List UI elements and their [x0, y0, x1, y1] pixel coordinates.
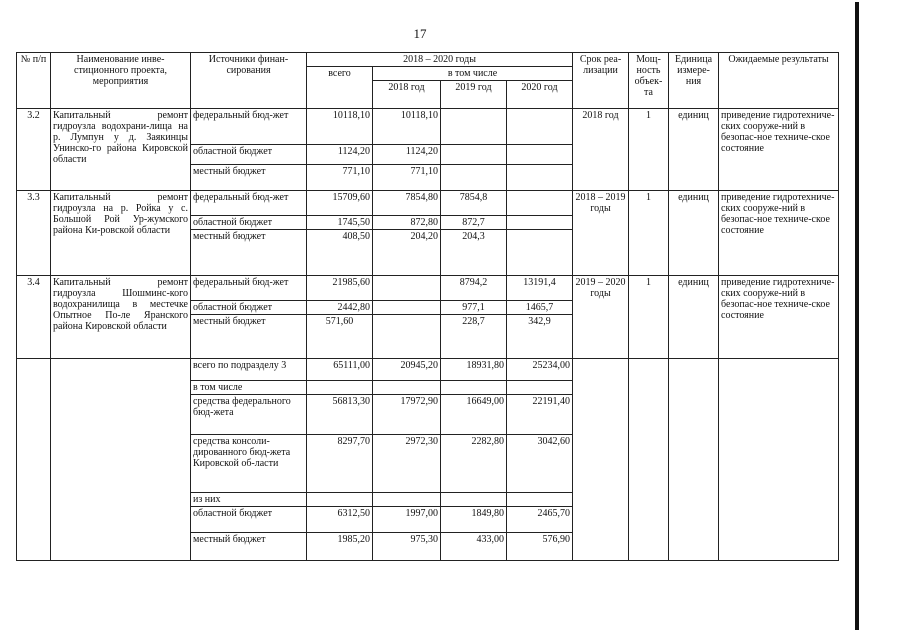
summary-no-cell	[17, 359, 51, 561]
header-source: Источники финан-сирования	[191, 53, 307, 109]
summary-power-cell	[629, 359, 669, 561]
table-row	[17, 109, 839, 145]
y2018: 10118,10	[373, 109, 441, 145]
power: 1	[629, 109, 669, 191]
total	[307, 381, 373, 395]
header-result: Ожидаемые результаты	[719, 53, 839, 109]
total: 571,60	[307, 315, 373, 359]
project-name: Капитальный ремонт гидроузла водохрани-лища на р. Лумпун у д. Заякинцы Унинско-го района Кировской области	[51, 109, 191, 191]
y2020	[507, 216, 573, 230]
y2020: 1465,7	[507, 301, 573, 315]
y2018	[373, 315, 441, 359]
y2018	[373, 276, 441, 301]
total: 6312,50	[307, 507, 373, 533]
y2018	[373, 381, 441, 395]
y2018: 7854,80	[373, 191, 441, 216]
header-total: всего	[307, 67, 373, 109]
y2018: 872,80	[373, 216, 441, 230]
y2020	[507, 191, 573, 216]
source: федеральный бюд-жет	[191, 109, 307, 145]
y2018	[373, 493, 441, 507]
y2020	[507, 493, 573, 507]
y2019: 433,00	[441, 533, 507, 561]
total: 10118,10	[307, 109, 373, 145]
y2020: 342,9	[507, 315, 573, 359]
y2020	[507, 109, 573, 145]
table-header	[17, 53, 839, 109]
source: федеральный бюд-жет	[191, 276, 307, 301]
summary-unit-cell	[669, 359, 719, 561]
total: 1985,20	[307, 533, 373, 561]
total: 65111,00	[307, 359, 373, 381]
y2020: 576,90	[507, 533, 573, 561]
unit: единиц	[669, 191, 719, 276]
y2020: 25234,00	[507, 359, 573, 381]
y2018: 1997,00	[373, 507, 441, 533]
y2018: 771,10	[373, 165, 441, 191]
row-no: 3.4	[17, 276, 51, 359]
source: в том числе	[191, 381, 307, 395]
summary-name-cell	[51, 359, 191, 561]
header-2018: 2018 год	[373, 81, 441, 109]
total: 8297,70	[307, 435, 373, 493]
y2018: 2972,30	[373, 435, 441, 493]
unit: единиц	[669, 109, 719, 191]
header-period: 2018 – 2020 годы	[307, 53, 573, 67]
summary-row	[17, 359, 839, 381]
y2019	[441, 381, 507, 395]
y2019	[441, 145, 507, 165]
term: 2018 – 2019 годы	[573, 191, 629, 276]
summary-result-cell	[719, 359, 839, 561]
header-term: Срок реа-лизации	[573, 53, 629, 109]
total: 1124,20	[307, 145, 373, 165]
page-number: 17	[413, 26, 427, 41]
y2019: 7854,8	[441, 191, 507, 216]
y2020: 13191,4	[507, 276, 573, 301]
result: приведение гидротехниче-ских сооруже-ний в безопас-ное техниче-ское состояние	[719, 109, 839, 191]
header-2019: 2019 год	[441, 81, 507, 109]
y2019: 8794,2	[441, 276, 507, 301]
y2019	[441, 165, 507, 191]
header-2020: 2020 год	[507, 81, 573, 109]
y2019: 228,7	[441, 315, 507, 359]
y2020	[507, 145, 573, 165]
source: местный бюджет	[191, 315, 307, 359]
source: местный бюджет	[191, 165, 307, 191]
total: 56813,30	[307, 395, 373, 435]
y2019: 2282,80	[441, 435, 507, 493]
row-no: 3.2	[17, 109, 51, 191]
total	[307, 493, 373, 507]
source: федеральный бюд-жет	[191, 191, 307, 216]
table-row	[17, 276, 839, 301]
total: 771,10	[307, 165, 373, 191]
term: 2018 год	[573, 109, 629, 191]
y2019: 16649,00	[441, 395, 507, 435]
y2020	[507, 165, 573, 191]
y2019	[441, 493, 507, 507]
power: 1	[629, 191, 669, 276]
result: приведение гидротехниче-ских сооруже-ний в безопас-ное техниче-ское состояние	[719, 191, 839, 276]
source: областной бюджет	[191, 216, 307, 230]
total: 21985,60	[307, 276, 373, 301]
budget-table	[16, 52, 839, 561]
row-no: 3.3	[17, 191, 51, 276]
project-name: Капитальный ремонт гидроузла Шошминс-кого водохранилища в местечке Опытное По-ле Яранского района Кировской области	[51, 276, 191, 359]
header-power: Мощ-ность объек-та	[629, 53, 669, 109]
result: приведение гидротехниче-ских сооруже-ний в безопас-ное техниче-ское состояние	[719, 276, 839, 359]
scan-edge-bar	[855, 2, 859, 630]
header-unit: Единица измере-ния	[669, 53, 719, 109]
y2019: 1849,80	[441, 507, 507, 533]
unit: единиц	[669, 276, 719, 359]
y2020: 22191,40	[507, 395, 573, 435]
y2020: 2465,70	[507, 507, 573, 533]
total: 15709,60	[307, 191, 373, 216]
source: из них	[191, 493, 307, 507]
y2019: 204,3	[441, 230, 507, 276]
header-name: Наименование инве-стиционного проекта, мероприятия	[51, 53, 191, 109]
total: 2442,80	[307, 301, 373, 315]
y2018: 20945,20	[373, 359, 441, 381]
source: средства консоли-дированного бюд-жета Кировской об-ласти	[191, 435, 307, 493]
y2018: 204,20	[373, 230, 441, 276]
y2019	[441, 109, 507, 145]
y2018: 1124,20	[373, 145, 441, 165]
summary-term-cell	[573, 359, 629, 561]
table-row	[17, 191, 839, 216]
power: 1	[629, 276, 669, 359]
source: всего по подразделу 3	[191, 359, 307, 381]
y2019: 977,1	[441, 301, 507, 315]
source: местный бюджет	[191, 230, 307, 276]
source: областной бюджет	[191, 507, 307, 533]
y2020	[507, 230, 573, 276]
source: областной бюджет	[191, 145, 307, 165]
total: 408,50	[307, 230, 373, 276]
total: 1745,50	[307, 216, 373, 230]
y2020: 3042,60	[507, 435, 573, 493]
source: средства федерального бюд-жета	[191, 395, 307, 435]
y2018: 17972,90	[373, 395, 441, 435]
source: местный бюджет	[191, 533, 307, 561]
y2018	[373, 301, 441, 315]
header-incl: в том числе	[373, 67, 573, 81]
term: 2019 – 2020 годы	[573, 276, 629, 359]
y2020	[507, 381, 573, 395]
y2018: 975,30	[373, 533, 441, 561]
source: областной бюджет	[191, 301, 307, 315]
header-no: № п/п	[17, 53, 51, 109]
y2019: 18931,80	[441, 359, 507, 381]
y2019: 872,7	[441, 216, 507, 230]
project-name: Капитальный ремонт гидроузла на р. Ройка у с. Большой Рой Ур-жумского района Ки-ровской области	[51, 191, 191, 276]
